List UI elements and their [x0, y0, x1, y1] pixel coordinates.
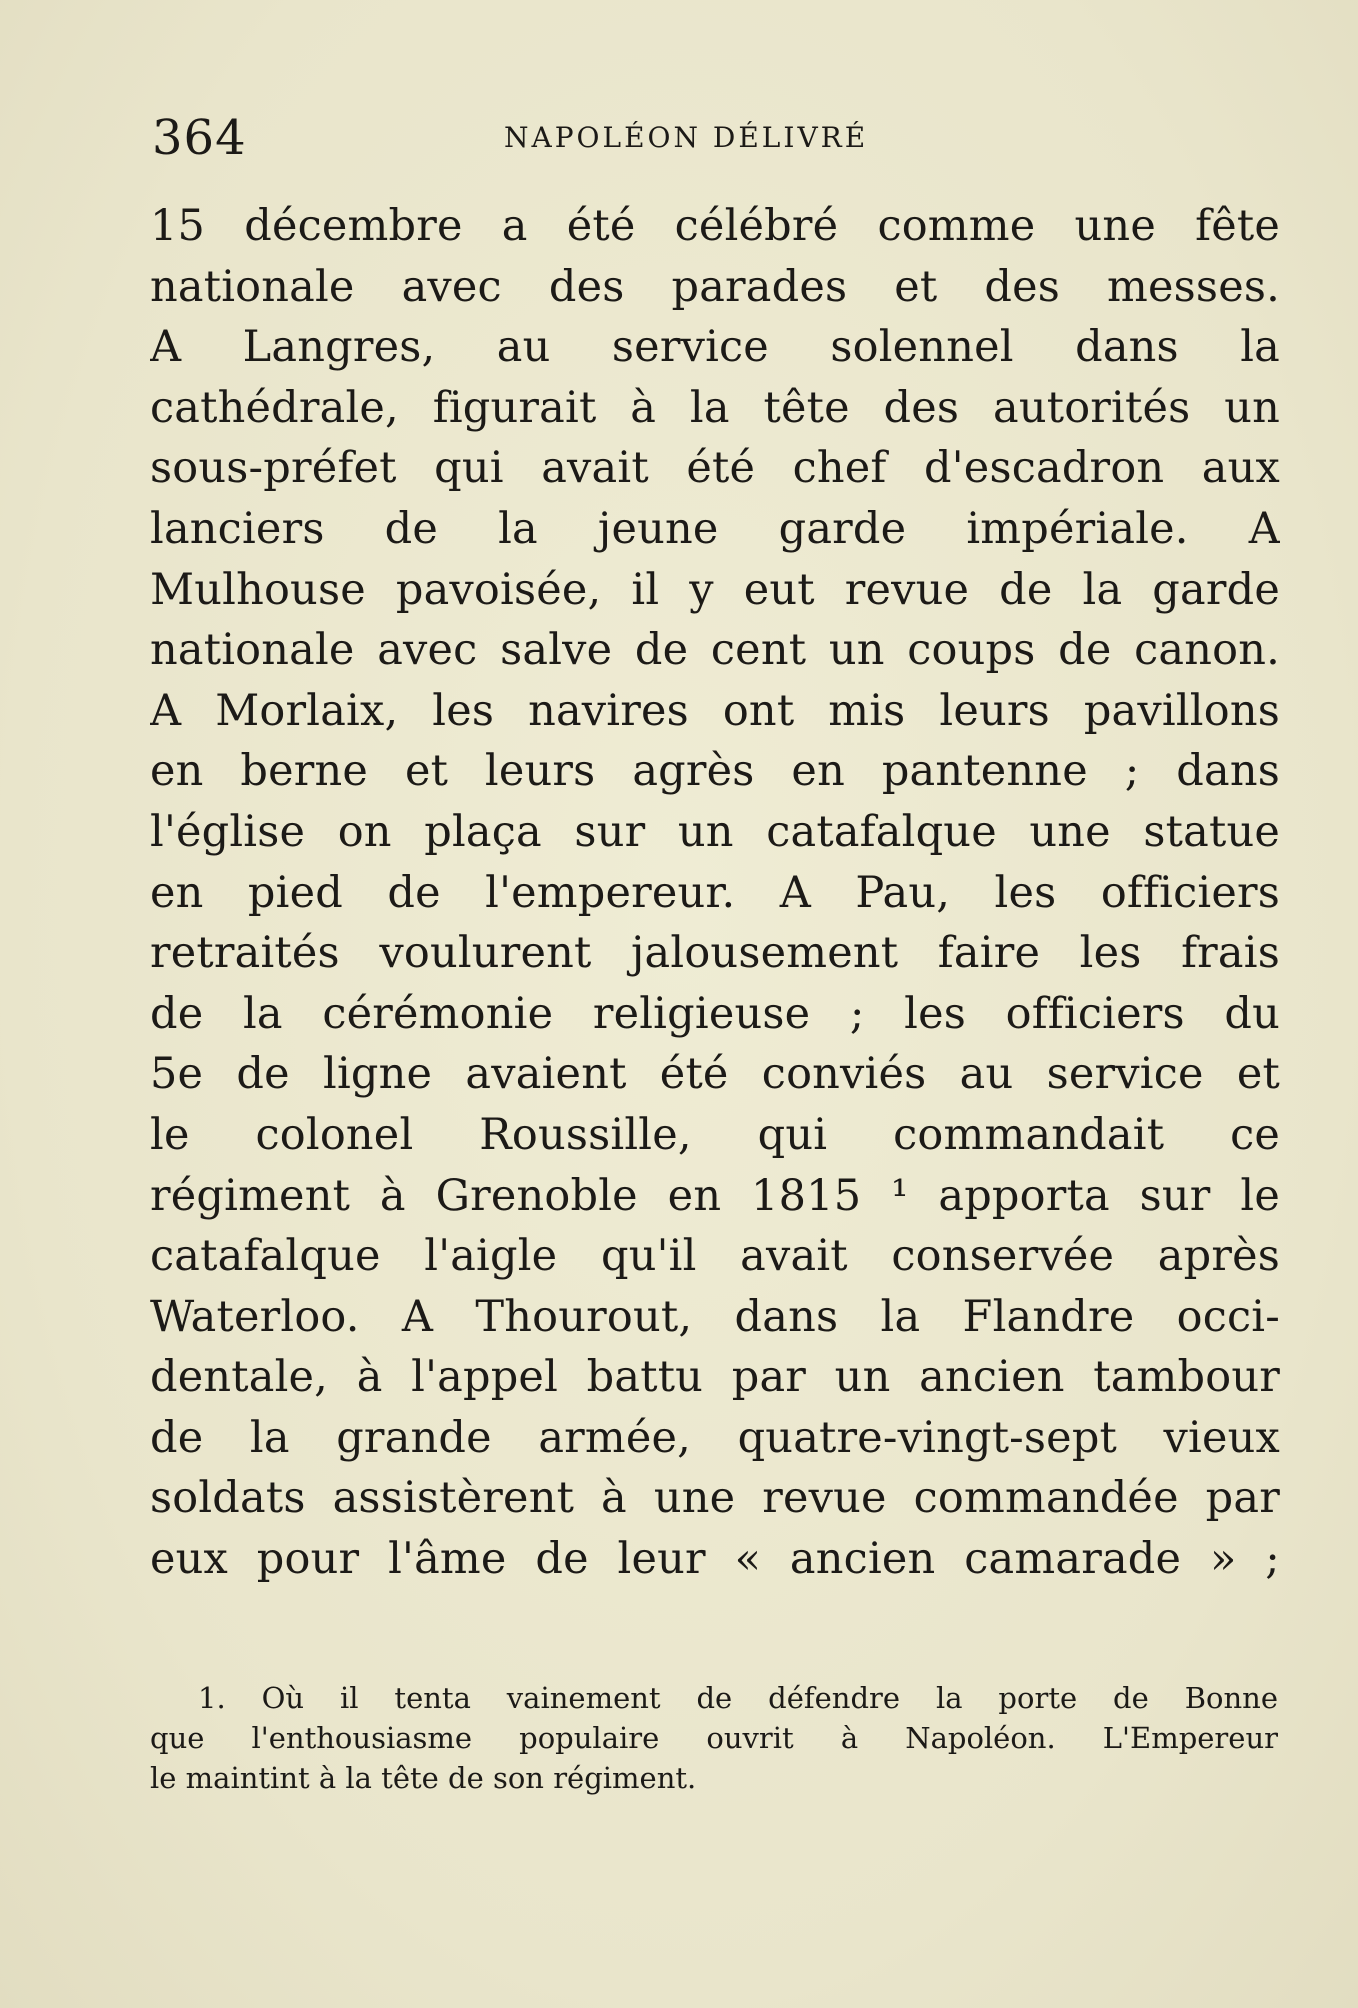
text-line: A Langres, au service solennel dans la	[150, 322, 1280, 373]
text-line: le colonel Roussille, qui commandait ce	[150, 1109, 1280, 1160]
text-line: cathédrale, figurait à la tête des autorités un	[150, 382, 1280, 433]
text-line: nationale avec des parades et des messes.	[150, 261, 1280, 312]
text-line: dentale, à l'appel battu par un ancien tambour	[150, 1352, 1280, 1403]
text-line: 15 décembre a été célébré comme une fête	[150, 201, 1280, 251]
text-line: de la grande armée, quatre-vingt-sept vieux	[150, 1412, 1280, 1463]
text-line: soldats assistèrent à une revue commandée par	[150, 1473, 1280, 1524]
footnote-line: que l'enthousiasme populaire ouvrit à Napoléon. L'Empereur	[150, 1721, 1278, 1755]
text-line: nationale avec salve de cent un coups de canon.	[150, 625, 1280, 676]
text-line: retraités voulurent jalousement faire les frais	[150, 928, 1280, 979]
running-title: NAPOLÉON DÉLIVRÉ	[504, 121, 869, 154]
text-line: de la cérémonie religieuse ; les officiers du	[150, 988, 1280, 1039]
page-number: 364	[152, 110, 247, 166]
text-line: A Morlaix, les navires ont mis leurs pavillons	[150, 685, 1280, 736]
text-line: sous-préfet qui avait été chef d'escadron aux	[150, 443, 1280, 494]
text-line: 5e de ligne avaient été conviés au service et	[150, 1049, 1280, 1100]
footnote-line: le maintint à la tête de son régiment.	[150, 1761, 697, 1795]
footnote-line: 1. Où il tenta vainement de défendre la porte de Bonne	[198, 1681, 1278, 1715]
text-line: lanciers de la jeune garde impériale. A	[150, 503, 1280, 554]
body-text	[150, 196, 1280, 1590]
footnote	[150, 1678, 1278, 1798]
text-line: en berne et leurs agrès en pantenne ; dans	[150, 746, 1280, 797]
text-line: Mulhouse pavoisée, il y eut revue de la garde	[150, 564, 1280, 615]
text-line: eux pour l'âme de leur « ancien camarade » ;	[150, 1534, 1280, 1585]
text-line: catafalque l'aigle qu'il avait conservée après	[150, 1231, 1280, 1282]
text-line: régiment à Grenoble en 1815 ¹ apporta sur le	[150, 1170, 1280, 1221]
page-header	[152, 108, 1280, 168]
text-line: Waterloo. A Thourout, dans la Flandre occi-	[150, 1291, 1280, 1342]
text-line: l'église on plaça sur un catafalque une statue	[150, 806, 1280, 857]
text-line: en pied de l'empereur. A Pau, les officiers	[150, 867, 1280, 918]
